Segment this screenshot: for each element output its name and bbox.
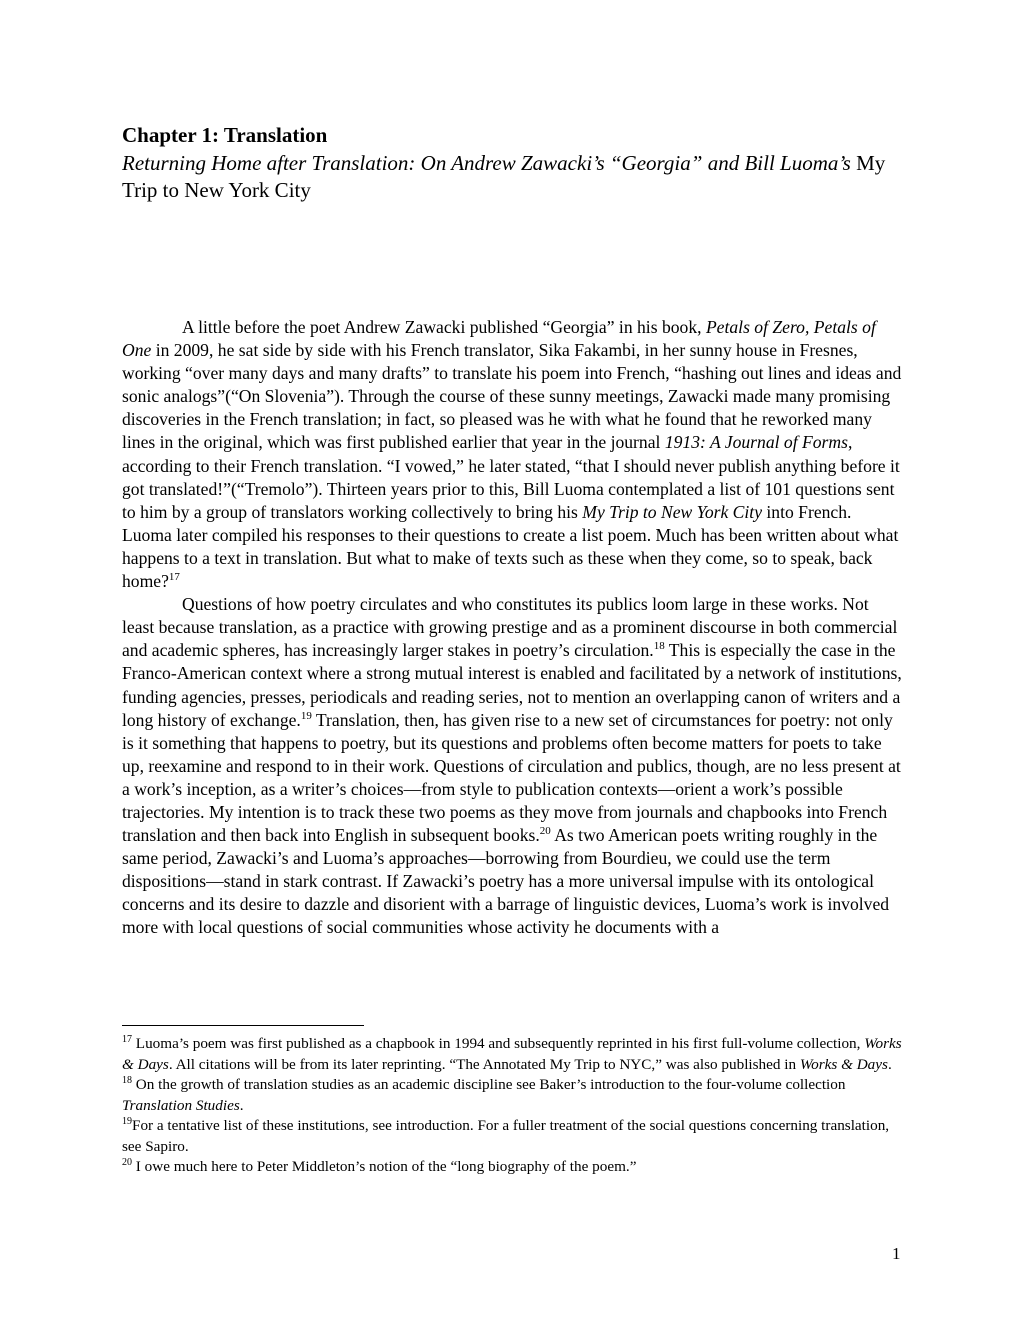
chapter-subtitle-italic: Returning Home after Translation: On Andrew Zawacki’s “Georgia” and Bill Luoma’s (122, 151, 851, 175)
text-run: . All citations will be from its later reprinting. “The Annotated My Trip to NYC,” was also published in (168, 1055, 800, 1073)
text-run: On the growth of translation studies as an academic discipline see Baker’s introduction to the four-volume collection (132, 1076, 846, 1093)
chapter-subtitle (122, 150, 902, 204)
italic-title: Works & Days (799, 1055, 888, 1073)
text-run: in 2009, he sat side by side with his French translator, Sika Fakambi, in her sunny house in Fresnes, working “over many days and many drafts” to translate his poem into French, “hashing out lines and ideas and sonic analogs”(“On Slovenia”). Through the course of these sunny meetings, Zawacki made many promising discoveries in the French translation; in fact, so pleased was he with what he found that he reworked many lines in the original, which was first published earlier that year in the journal (122, 340, 902, 453)
footnote (122, 1157, 904, 1178)
footnote-ref: 17 (168, 571, 180, 584)
body-text (122, 316, 904, 940)
footnote-ref: 20 (539, 825, 551, 838)
chapter-title: Chapter 1: Translation (122, 123, 328, 147)
footnote-ref: 18 (122, 1074, 132, 1086)
footnote (122, 1034, 904, 1075)
text-run: As two American poets writing roughly in the same period, Zawacki’s and Luoma’s approaches—borrowing from Bourdieu, we could use the term dispositions—stand in stark contrast. If Zawacki’s poetry has a more universal impulse with its ontological concerns and its desire to dazzle and disorient with a barrage of linguistic devices, Luoma’s work is involved more with local questions of social communities whose activity he documents with a (122, 825, 890, 938)
text-run: I owe much here to Peter Middleton’s notion of the “long biography of the poem.” (132, 1158, 637, 1175)
page-number: 1 (892, 1244, 901, 1263)
text-run: Luoma’s poem was first published as a chapbook in 1994 and subsequently reprinted in his first full-volume collection, (132, 1035, 865, 1052)
text-run: This is especially the case in the Franco-American context where a strong mutual interest is enabled and facilitated by a network of institutions, funding agencies, presses, periodicals and reading series, not to mention an overlapping canon of writers and a long history of exchange. (122, 640, 902, 730)
text-run: . (887, 1055, 892, 1073)
footnotes (122, 1034, 904, 1178)
chapter-subtitle-roman: My Trip to New York City (122, 151, 886, 202)
text-run: . (239, 1096, 244, 1114)
body-paragraph (122, 593, 904, 939)
text-run: , according to their French translation. “I vowed,” he later stated, “that I should never publish anything before it got translated!”(“Tremolo”). Thirteen years prior to this, Bill Luoma contemplated a list of 101 questions sent to him by a group of translators working collectively to bring his (122, 432, 900, 522)
text-run: Questions of how poetry circulates and who constitutes its publics loom large in these works. Not least because translation, as a practice with growing prestige and as a prominent discourse in both commercial and academic spheres, has increasingly larger stakes in poetry’s circulation. (122, 594, 898, 661)
text-run: A little before the poet Andrew Zawacki published “Georgia” in his book, (182, 317, 706, 337)
text-run: into French. Luoma later compiled his responses to their questions to create a list poem. Much has been written about what happens to a text in translation. But what to make of texts such as these when they come, so to speak, back home? (122, 501, 899, 592)
italic-title: Petals of Zero, Petals of One (122, 317, 876, 361)
footnote-ref: 19 (300, 709, 312, 722)
footnote-divider (122, 1025, 364, 1026)
footnote-ref: 18 (653, 640, 665, 653)
footnote (122, 1116, 904, 1157)
text-run: Translation, then, has given rise to a new set of circumstances for poetry: not only is it something that happens to poetry, but its questions and problems often become matters for poets to take up, reexamine and respond to in their work. Questions of circulation and publics, though, are no less present at a work’s inception, as a writer’s choices—from style to publication contexts—orient a work’s possible trajectories. My intention is to track these two poems as they move from journals and chapbooks into French translation and then back into English in subsequent books. (122, 709, 901, 846)
footnote (122, 1075, 904, 1116)
footnote-ref: 20 (122, 1156, 132, 1168)
italic-title: Works & Days (122, 1035, 902, 1073)
body-paragraph (122, 316, 904, 593)
footnote-ref: 17 (122, 1033, 132, 1045)
italic-title: Translation Studies (122, 1096, 240, 1114)
italic-title: 1913: A Journal of Forms (664, 432, 848, 453)
footnote-ref: 19 (122, 1115, 132, 1127)
text-run: For a tentative list of these institutions, see introduction. For a fuller treatment of the social questions concerning translation, see Sapiro. (122, 1117, 890, 1155)
italic-title: My Trip to New York City (582, 501, 763, 522)
